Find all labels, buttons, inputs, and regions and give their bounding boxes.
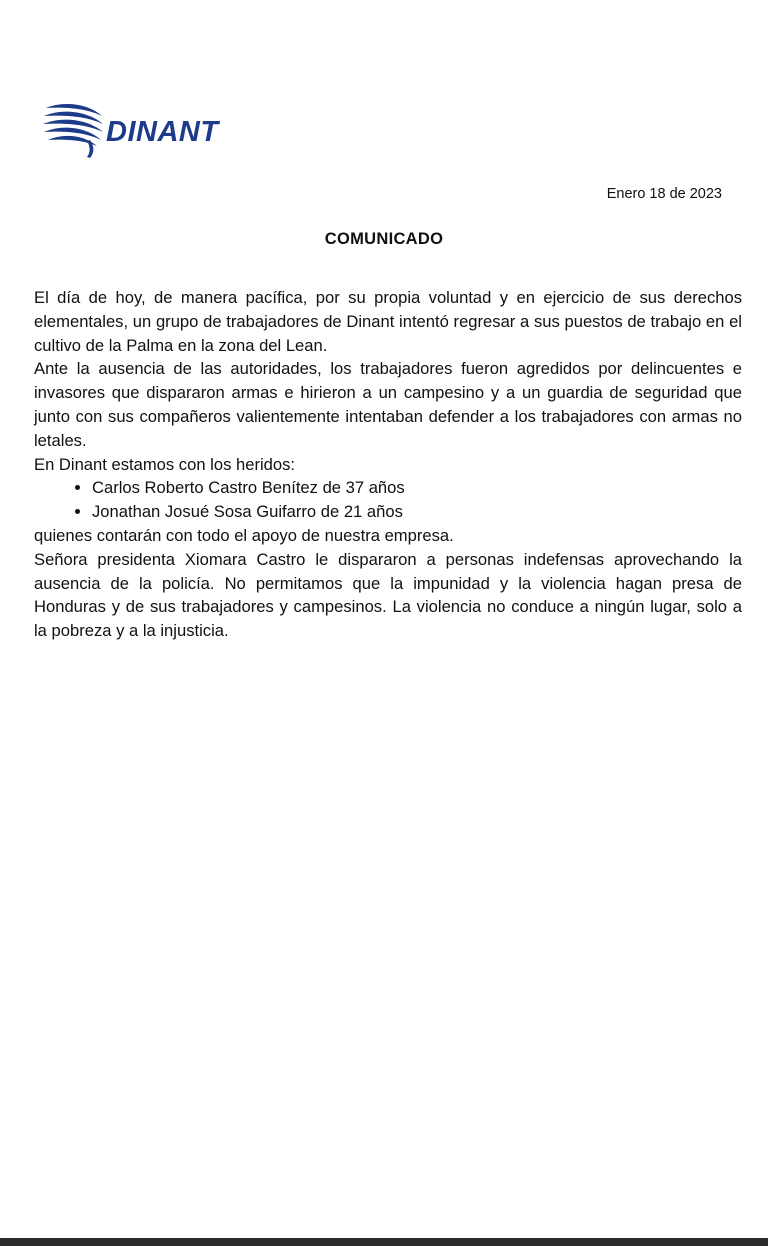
paragraph: Señora presidenta Xiomara Castro le dispararon a personas indefensas aprovechando la ausencia de la policía. No permitamos que la impunidad y la violencia hagan presa de Honduras y de sus trabajadores y campesinos. La violencia no conduce a ningún lugar, solo a la pobreza y a la injusticia. xyxy=(34,549,742,641)
document-title: COMUNICADO xyxy=(324,230,444,248)
logo-text: DINANT xyxy=(106,116,219,148)
list-item: • Jonathan Josué Sosa Guifarro de 21 años xyxy=(92,500,742,524)
paragraph: quienes contarán con todo el apoyo de nuestra empresa. xyxy=(34,525,454,545)
document-body xyxy=(34,286,742,643)
paragraph: El día de hoy, de manera pacífica, por su propia voluntad y en ejercicio de sus derechos elementales, un grupo de trabajadores de Dinant intentó regresar a sus puestos de trabajo en el cultivo de la Palma en la zona del Lean. xyxy=(34,288,742,355)
paragraph: En Dinant estamos con los heridos: xyxy=(34,454,296,474)
injured-list xyxy=(34,476,742,524)
document-date: Enero 18 de 2023 xyxy=(606,186,722,202)
paragraph: Ante la ausencia de las autoridades, los trabajadores fueron agredidos por delincuentes e invasores que dispararon armas e hirieron a un campesino y a un guardia de seguridad que junto con sus compañeros valientemente intentaban defender a los trabajadores con armas no letales. xyxy=(34,359,742,450)
dinant-logo-icon xyxy=(40,100,108,162)
list-item: • Carlos Roberto Castro Benítez de 37 años xyxy=(92,476,742,500)
bottom-edge-bar xyxy=(0,1238,768,1246)
dinant-logo xyxy=(40,100,260,162)
